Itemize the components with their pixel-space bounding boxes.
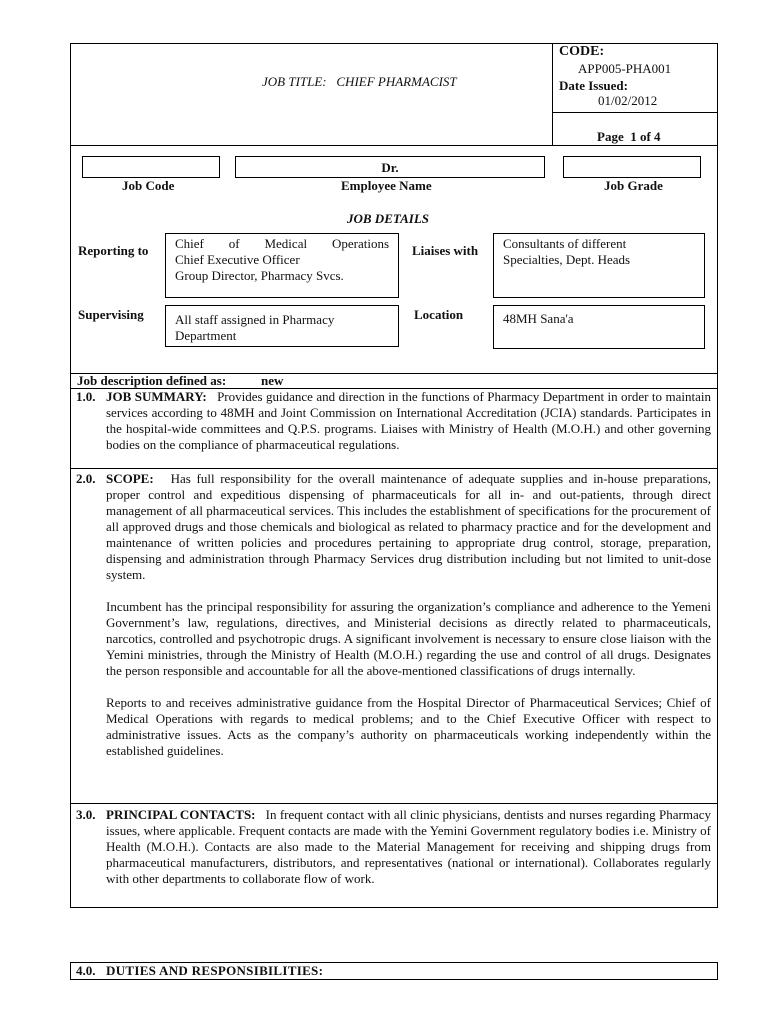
- section-1-number: 1.0.: [76, 389, 96, 404]
- reporting-to-line-2: Chief Executive Officer: [175, 252, 300, 267]
- job-title-value: CHIEF PHARMACIST: [336, 74, 457, 89]
- job-description-row: [70, 374, 718, 389]
- section-1-title: JOB SUMMARY:: [106, 389, 207, 404]
- job-grade-label: Job Grade: [604, 178, 663, 193]
- date-issued-label: Date Issued:: [559, 78, 628, 93]
- section-3-number: 3.0.: [76, 807, 96, 822]
- liaises-with-label: Liaises with: [412, 243, 479, 258]
- job-code-label: Job Code: [122, 178, 175, 193]
- section-1-paragraph: [106, 389, 711, 453]
- page-number: Page 1 of 4: [597, 129, 661, 144]
- section-1-text: Provides guidance and direction in the functions of Pharmacy Department in order to maintain services according to 48MH and Joint Commission on International Accreditation (JCIA) standards. Participates in the hospital-wide committees and Q.P.S. programs. Liaises with Ministry of Health (M.O.H.) and other governing bodies on the compliance of pharmaceutical regulations.: [106, 389, 711, 452]
- job-title-label: JOB TITLE:: [262, 74, 327, 89]
- section-4-number: 4.0.: [76, 963, 96, 978]
- section-2-title: SCOPE:: [106, 471, 154, 486]
- section-2-number: 2.0.: [76, 471, 96, 486]
- job-details-heading: JOB DETAILS: [347, 211, 429, 226]
- section-2-paragraph-2: Incumbent has the principal responsibility for assuring the organization’s compliance and adherence to the Yemeni Government’s law, regulations, directives, and Ministerial decisions as directly related to pharmaceuticals, narcotics, controlled and psychotropic drugs. A significant involvement is necessary to ensure close liaison with the Yemini ministries, through the Ministry of Health (M.O.H.) regarding the use and control of all drugs. Designates the person responsible and accountable for all the above-mentioned classifications of drugs internally.: [106, 599, 711, 678]
- section-scope: [70, 469, 718, 804]
- code-value: APP005-PHA001: [578, 61, 672, 76]
- employee-name-label: Employee Name: [341, 178, 432, 193]
- reporting-to-label: Reporting to: [78, 243, 149, 258]
- job-grade-field[interactable]: [563, 156, 701, 178]
- job-title: [262, 74, 457, 90]
- supervising-line-1: All staff assigned in Pharmacy: [175, 312, 335, 327]
- job-description-label: Job description defined as:: [77, 373, 227, 388]
- code-label: CODE:: [559, 44, 605, 59]
- section-3-paragraph: [106, 807, 711, 887]
- code-divider: [552, 43, 553, 146]
- supervising-box: [165, 305, 399, 347]
- section-2-paragraph-3: Reports to and receives administrative guidance from the Hospital Director of Pharmaceutical Services; Chief of Medical Operations with regards to medical problems; and to the Chief Executive Officer with respect to administrative issues. Acts as the company’s authority on pharmaceuticals working independently within the established guidelines.: [106, 695, 711, 758]
- code-bottom-rule: [552, 112, 718, 113]
- location-label: Location: [414, 307, 464, 322]
- job-description-value: new: [261, 373, 284, 388]
- liaises-with-line-1: Consultants of different: [503, 236, 627, 251]
- date-issued-value: 01/02/2012: [598, 93, 658, 108]
- section-2-paragraph-1: [106, 471, 711, 583]
- section-3-text: In frequent contact with all clinic physicians, dentists and nurses regarding Pharmacy issues, where applicable. Frequent contacts are made with the Yemini Government regulatory bodies i.e. Ministry of Health (M.O.H.). Contacts are also made to the Material Management for receiving and shipping drugs from pharmaceutical manufacturers, distributors, and representatives (national or international). Collaborates regularly with other departments to collaborate flow of work.: [106, 807, 711, 886]
- location-value: 48MH Sana'a: [503, 311, 574, 326]
- section-principal-contacts: [70, 804, 718, 908]
- liaises-with-box: [493, 233, 705, 298]
- section-2-text-1: Has full responsibility for the overall maintenance of adequate supplies and in-house preparations, proper control and expeditious dispensing of pharmaceuticals for all in- and out-patients, through direct management of all pharmaceutical services. This includes the establishment of specifications for the procurement of all approved drugs and those chemicals and biological as related to pharmacy practice and for the development and maintenance of written policies and procedures pertaining to appropriate drug control, storage, preparation, dispensing and administration through Pharmacy Services drug distribution including but not limited to unit-dose system.: [106, 471, 712, 582]
- location-box: [493, 305, 705, 349]
- reporting-to-line-1: Chief of Medical Operations: [175, 236, 389, 251]
- section-4-title: DUTIES AND RESPONSIBILITIES:: [106, 963, 324, 978]
- supervising-label: Supervising: [78, 307, 144, 322]
- supervising-line-2: Department: [175, 328, 237, 343]
- job-code-field[interactable]: [82, 156, 220, 178]
- section-3-title: PRINCIPAL CONTACTS:: [106, 807, 256, 822]
- employee-name-value: Dr.: [381, 160, 399, 175]
- section-duties-header: [70, 962, 718, 980]
- liaises-with-line-2: Specialties, Dept. Heads: [503, 252, 631, 267]
- section-job-summary: [70, 389, 718, 469]
- reporting-to-box: [165, 233, 399, 298]
- employee-name-field[interactable]: [235, 156, 545, 178]
- reporting-to-line-3: Group Director, Pharmacy Svcs.: [175, 268, 344, 283]
